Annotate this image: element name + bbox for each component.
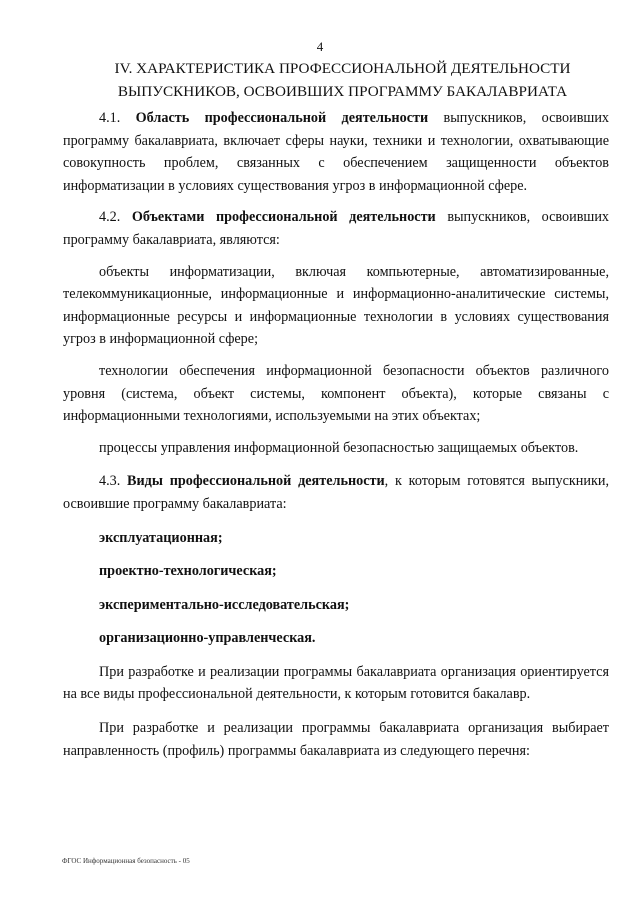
paragraph-4-2	[63, 206, 609, 251]
clause-text: выпускников, освоивших программу бакалавриата, являются:	[63, 209, 610, 248]
clause-number: 4.3.	[99, 473, 121, 490]
activity-kind: экспериментально-исследовательская;	[99, 596, 350, 613]
paragraph-4-3	[63, 470, 609, 515]
paragraph-all-kinds: При разработке и реализации программы бакалавриата организация ориентируется на все виды профессиональной деятельности, к которым готовится бакалавр.	[63, 663, 609, 703]
section-title-line-1: IV. ХАРАКТЕРИСТИКА ПРОФЕССИОНАЛЬНОЙ ДЕЯТЕЛЬНОСТИ	[114, 60, 571, 77]
clause-term: Виды профессиональной деятельности	[127, 473, 385, 490]
document-body	[63, 107, 609, 762]
page-number: 4	[316, 39, 324, 54]
objects-item: объекты информатизации, включая компьютерные, автоматизированные, телекоммуникационные, информационные и информационно-аналитические системы, информационные ресурсы и информационные технологии в условиях существования угроз в информационной сфере;	[63, 263, 609, 348]
paragraph-profile: При разработке и реализации программы бакалавриата организация выбирает направленность (профиль) программы бакалавриата из следующего перечня:	[63, 720, 609, 759]
activity-kind: эксплуатационная;	[99, 529, 223, 546]
footer-note: ФГОС Информационная безопасность - 05	[62, 857, 190, 865]
clause-number: 4.1.	[99, 110, 121, 126]
section-title-line-2: ВЫПУСКНИКОВ, ОСВОИВШИХ ПРОГРАММУ БАКАЛАВРИАТА	[117, 83, 568, 100]
objects-item: процессы управления информационной безопасностью защищаемых объектов.	[99, 439, 579, 456]
clause-text: выпускников, освоивших программу бакалавриата, включает сферы науки, техники и технологии, охватывающие совокупность проблем, связанных с обеспечением защищенности объектов информатизации в условиях существования угроз в информационной сфере.	[63, 110, 609, 194]
clause-term: Объектами профессиональной деятельности	[131, 209, 436, 226]
section-title	[60, 57, 625, 103]
clause-term: Область профессиональной деятельности	[135, 110, 429, 126]
activity-kind: организационно-управленческая.	[99, 630, 316, 647]
clause-text: , к которым готовятся выпускники, освоившие программу бакалавриата:	[63, 473, 609, 512]
clause-number: 4.2.	[99, 209, 121, 226]
objects-item: технологии обеспечения информационной безопасности объектов различного уровня (система, объект системы, компонент объекта), которые связаны с информационными технологиями, используемыми на этих объектах;	[63, 362, 609, 425]
activity-kind: проектно-технологическая;	[99, 563, 277, 580]
paragraph-4-1	[63, 107, 609, 197]
